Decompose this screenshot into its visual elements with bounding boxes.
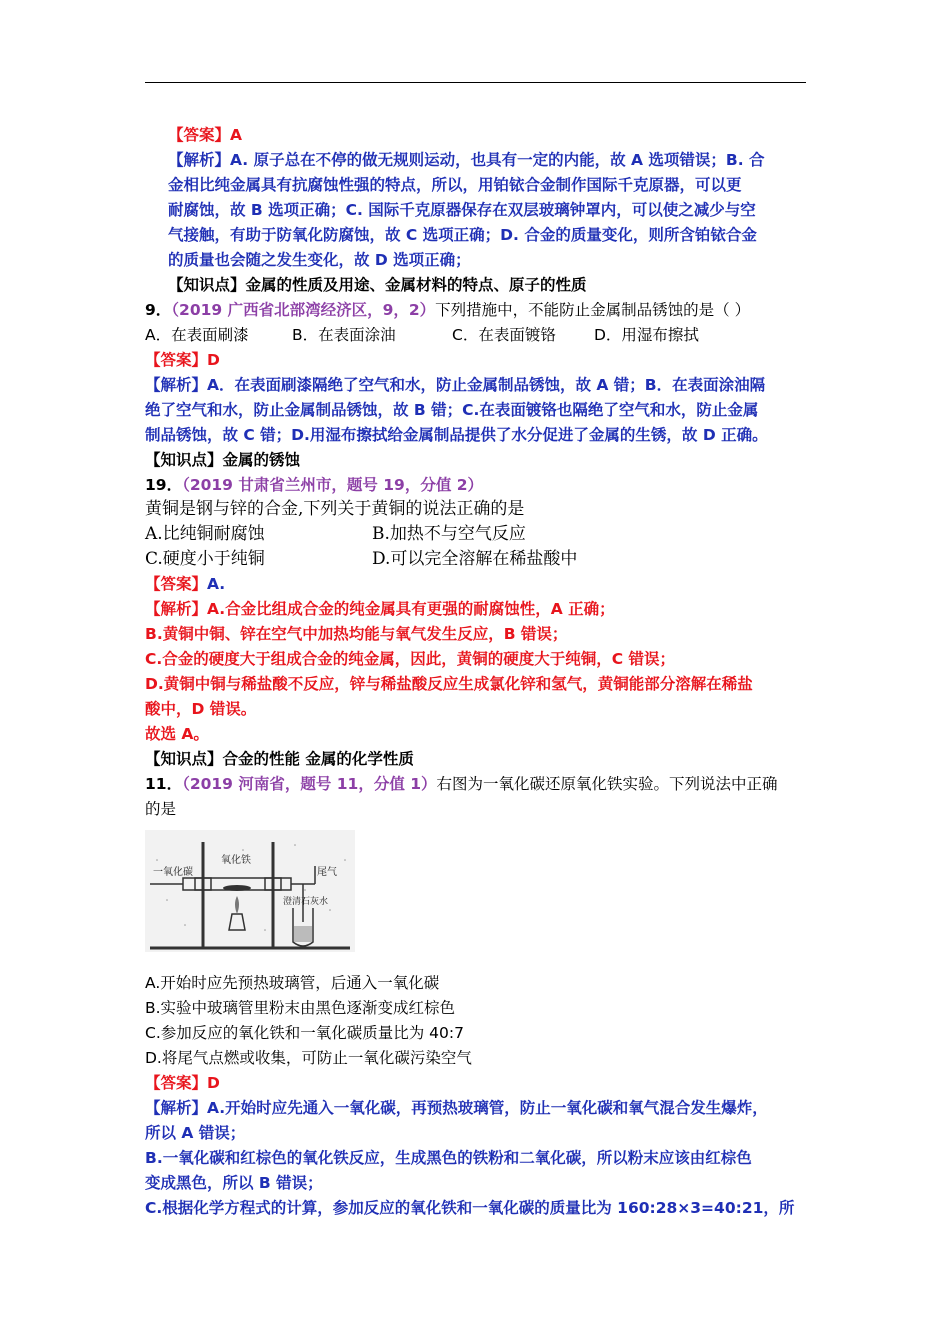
q11-analysis-line-1: 【解析】A.开始时应先通入一氧化碳，再预热玻璃管，防止一氧化碳和氧气混合发生爆炸， [145,1099,768,1117]
q9-option-a: A．在表面刷漆 [145,326,249,344]
q19-stem: 黄铜是钢与锌的合金,下列关于黄铜的说法正确的是 [145,499,525,519]
q11-option-b: B.实验中玻璃管里粉末由黑色逐渐变成红棕色 [145,999,456,1017]
q9-option-b: B．在表面涂油 [292,326,396,344]
answer-tag: 【答案】 [168,126,231,144]
kp-tag: 【知识点】 [145,750,223,768]
co-reduction-apparatus-figure [145,830,355,952]
kp-tag: 【知识点】 [168,276,246,294]
q8-analysis-line-1: 【解析】A. 原子总在不停的做无规则运动，也具有一定的内能，故 A 选项错误；B. 合 [168,151,765,169]
tail-gas-label: 尾气 [317,867,337,878]
q19-option-a: A.比纯铜耐腐蚀 [145,524,265,544]
q19-analysis-line-1: 【解析】A.合金比组成合金的纯金属具有更强的耐腐蚀性，A 正确； [145,600,615,618]
question-number: 11． [145,775,183,793]
q8-analysis-line-4: 气接触，有助于防氧化防腐蚀，故 C 选项正确；D. 合金的质量变化，则所含铂铱合金 [168,226,757,244]
q19-header [145,473,483,497]
q8-analysis-line-3: 耐腐蚀，故 B 选项正确；C. 国际千克原器保存在双层玻璃钟罩内，可以使之减少与空 [168,201,756,219]
answer-tag: 【答案】 [145,1074,208,1092]
question-source: （2019 广西省北部湾经济区，9，2） [171,301,436,319]
answer-value: D [207,351,220,369]
question-source: （2019 甘肃省兰州市，题号 19，分值 2） [182,476,484,494]
answer-tag: 【答案】 [145,351,208,369]
q9-option-c: C．在表面镀铬 [452,326,556,344]
q19-analysis-line-2: B.黄铜中铜、锌在空气中加热均能与氧气发生反应，B 错误； [145,625,568,643]
q9-answer-line [145,348,220,372]
analysis-tag: 【解析】 [145,600,208,618]
co-label: 一氧化碳 [153,867,193,878]
q11-option-d: D.将尾气点燃或收集，可防止一氧化碳污染空气 [145,1049,472,1067]
question-number: 9． [145,301,172,319]
fe2o3-label: 氧化铁 [221,855,251,866]
q8-knowledge-point: 【知识点】金属的性质及用途、金属材料的特点、原子的性质 [168,276,587,294]
q9-analysis-line-1: 【解析】A．在表面刷漆隔绝了空气和水，防止金属制品锈蚀，故 A 错；B．在表面涂油隔 [145,376,766,394]
answer-value: D [207,1074,220,1092]
q11-stem-line-2: 的是 [145,800,177,818]
q11-analysis-line-4: 变成黑色，所以 B 错误； [145,1174,323,1192]
q11-option-a: A.开始时应先预热玻璃管，后通入一氧化碳 [145,974,440,992]
answer-value: A. [207,575,226,593]
q19-option-b: B.加热不与空气反应 [372,524,526,544]
q9-analysis-line-3: 制品锈蚀，故 C 错；D.用湿布擦拭给金属制品提供了水分促进了金属的生锈，故 D 正确。 [145,426,768,444]
analysis-tag: 【解析】 [168,151,231,169]
header-rule [145,82,806,83]
q19-answer-line [145,572,225,596]
q19-knowledge-point: 【知识点】合金的性能 金属的化学性质 [145,750,414,768]
limewater-label: 澄清石灰水 [283,897,329,907]
q19-option-d: D.可以完全溶解在稀盐酸中 [372,549,578,569]
q11-option-c: C.参加反应的氧化铁和一氧化碳质量比为 40:7 [145,1024,464,1042]
q11-analysis-line-3: B.一氧化碳和红棕色的氧化铁反应，生成黑色的铁粉和二氧化碳，所以粉末应该由红棕色 [145,1149,752,1167]
q8-analysis-line-2: 金相比纯金属具有抗腐蚀性强的特点，所以，用铂铱合金制作国际千克原器，可以更 [168,176,742,194]
q19-option-c: C.硬度小于纯铜 [145,549,265,569]
q8-analysis-line-5: 的质量也会随之发生变化，故 D 选项正确； [168,251,471,269]
q9-analysis-line-2: 绝了空气和水，防止金属制品锈蚀，故 B 错；C.在表面镀铬也隔绝了空气和水，防止金属 [145,401,759,419]
analysis-tag: 【解析】 [145,1099,208,1117]
answer-tag: 【答案】 [145,575,208,593]
q9-stem: 9．（2019 广西省北部湾经济区，9，2）下列措施中，不能防止金属制品锈蚀的是（ ） [145,301,751,319]
q11-answer-line [145,1071,220,1095]
q19-conclusion: 故选 A。 [145,725,209,743]
answer-value: A [230,126,243,144]
q9-knowledge-point: 【知识点】金属的锈蚀 [145,451,301,469]
q19-analysis-line-4: D.黄铜中铜与稀盐酸不反应，锌与稀盐酸反应生成氯化锌和氢气，黄铜能部分溶解在稀盐 [145,675,753,693]
q11-stem-line-1: 11．（2019 河南省，题号 11，分值 1）右图为一氧化碳还原氧化铁实验。下列说法中正确 [145,775,778,793]
q11-analysis-line-2: 所以 A 错误； [145,1124,246,1142]
q8-answer-line [168,123,242,147]
q11-analysis-line-5: C.根据化学方程式的计算，参加反应的氧化铁和一氧化碳的质量比为 160:28×3=40:21，所 [145,1199,795,1217]
q9-option-d: D．用湿布擦拭 [594,326,699,344]
q19-analysis-line-5: 酸中，D 错误。 [145,700,257,718]
kp-tag: 【知识点】 [145,451,223,469]
q19-analysis-line-3: C.合金的硬度大于组成合金的纯金属，因此，黄铜的硬度大于纯铜，C 错误； [145,650,676,668]
analysis-tag: 【解析】 [145,376,208,394]
question-source: （2019 河南省，题号 11，分值 1） [182,775,437,793]
question-number: 19． [145,476,183,494]
